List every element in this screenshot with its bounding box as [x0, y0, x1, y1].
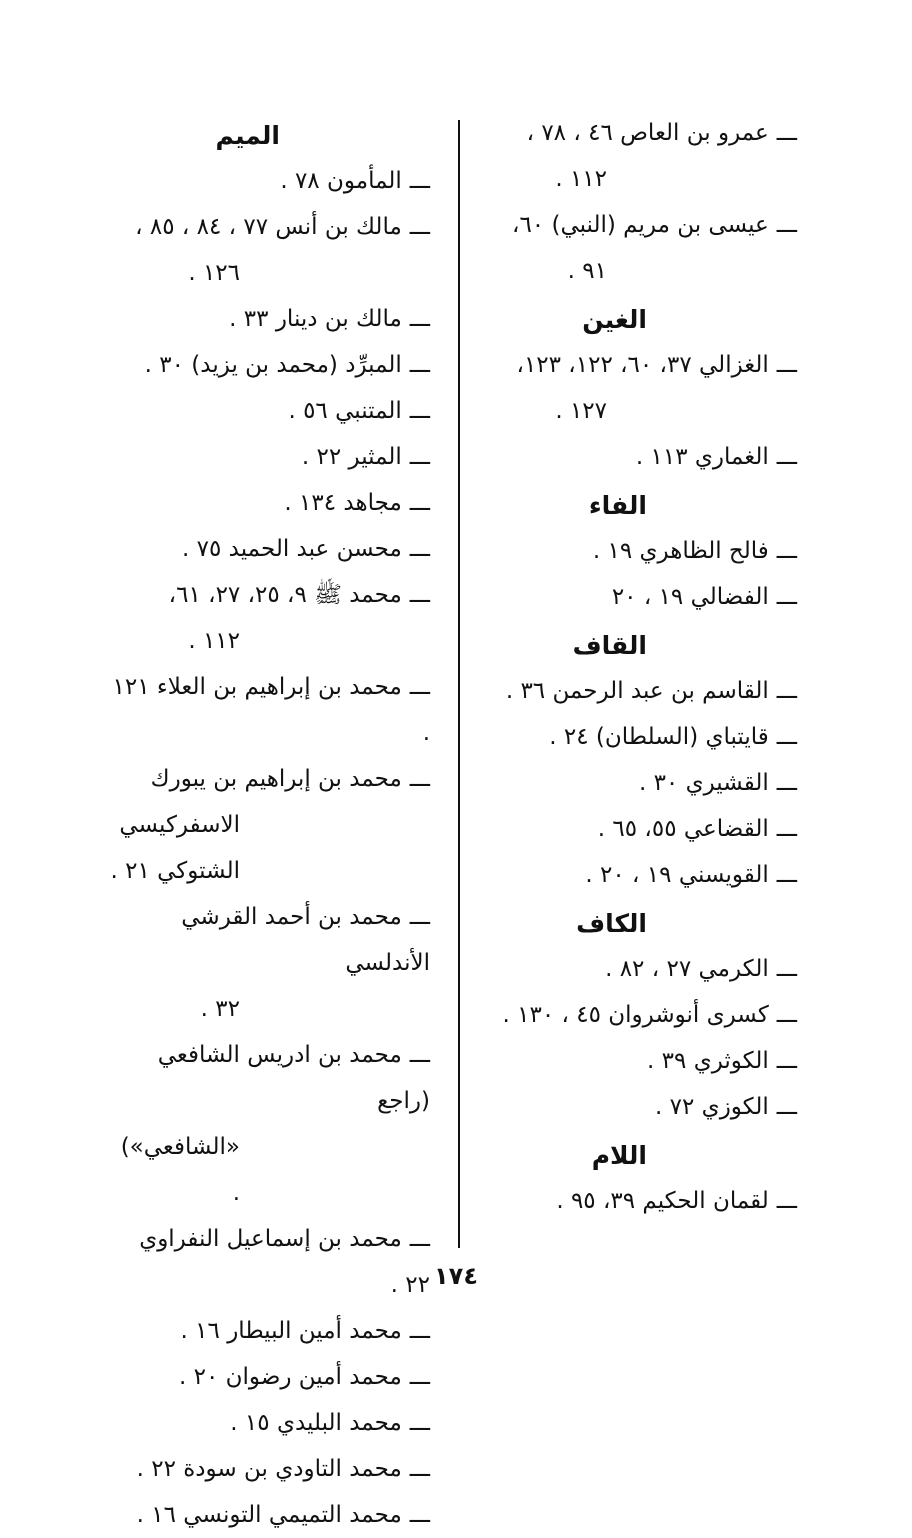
- entry-text: المأمون ٧٨ .: [280, 168, 402, 194]
- index-entry: [457, 946, 797, 992]
- entry-dash: ـــ: [776, 1094, 797, 1120]
- entry-text: كسرى أنوشروان ٤٥ ، ١٣٠ .: [502, 1002, 769, 1028]
- entry-text: المبرِّد (محمد بن يزيد) ٣٠ .: [144, 352, 402, 378]
- entry-text: المتنبي ٥٦ .: [288, 398, 402, 424]
- entry-dash: ـــ: [776, 956, 797, 982]
- section-fa-entries: [457, 528, 797, 620]
- entry-text: القشيري ٣٠ .: [638, 770, 769, 796]
- index-entry: [110, 572, 430, 618]
- index-entry: [110, 1354, 430, 1400]
- entry-dash: ـــ: [409, 490, 430, 516]
- section-kaf-entries: [457, 946, 797, 1130]
- index-entry: [457, 574, 797, 620]
- entry-text: عمرو بن العاص ٤٦ ، ٧٨ ،: [526, 120, 769, 146]
- index-entry: [457, 714, 797, 760]
- entry-continuation: ٩١ .: [567, 258, 607, 284]
- index-entry: [457, 806, 797, 852]
- index-entry: [110, 480, 430, 526]
- index-entry: [457, 434, 797, 480]
- section-heading-ghain: الغين: [582, 305, 647, 334]
- index-entry: [457, 528, 797, 574]
- entry-text: فالح الظاهري ١٩ .: [592, 538, 769, 564]
- entry-continuation: ٣٢ .: [200, 996, 240, 1022]
- index-entry: [457, 202, 797, 248]
- entry-dash: ـــ: [409, 168, 430, 194]
- entry-dash: ـــ: [776, 678, 797, 704]
- index-entry: [110, 158, 430, 204]
- entry-dash: ـــ: [409, 582, 430, 608]
- entry-dash: ـــ: [776, 816, 797, 842]
- entry-dash: ـــ: [776, 212, 797, 238]
- index-entry: [110, 342, 430, 388]
- entry-text: محمد بن إبراهيم بن العلاء ١٢١ .: [112, 674, 430, 746]
- index-entry: [110, 1400, 430, 1446]
- entry-continuation: ١١٢ .: [555, 166, 607, 192]
- entry-dash: ـــ: [409, 904, 430, 930]
- entry-dash: ـــ: [776, 1048, 797, 1074]
- entry-text: قايتباي (السلطان) ٢٤ .: [549, 724, 769, 750]
- entry-text: القويسني ١٩ ، ٢٠ .: [585, 862, 769, 888]
- entry-text: محمد بن إبراهيم بن يبورك: [150, 766, 402, 792]
- entry-dash: ـــ: [409, 1410, 430, 1436]
- entry-dash: ـــ: [409, 1502, 430, 1528]
- entry-continuation: ١١٢ .: [188, 628, 240, 654]
- index-entry: [110, 1308, 430, 1354]
- index-entry: [457, 760, 797, 806]
- entry-text: محسن عبد الحميد ٧٥ .: [182, 536, 402, 562]
- entry-text: مالك بن أنس ٧٧ ، ٨٤ ، ٨٥ ،: [135, 214, 402, 240]
- entry-dash: ـــ: [776, 120, 797, 146]
- entry-text: محمد ﷺ ٩، ٢٥، ٢٧، ٦١،: [168, 582, 402, 608]
- section-qaf-entries: [457, 668, 797, 898]
- section-lam-entries: [457, 1178, 797, 1224]
- entry-dash: ـــ: [776, 770, 797, 796]
- entry-dash: ـــ: [776, 724, 797, 750]
- section-ghain-entries: [457, 342, 797, 480]
- entry-text: محمد بن أحمد القرشي الأندلسي: [181, 904, 430, 976]
- entry-continuation: ١٢٧ .: [555, 398, 607, 424]
- entry-text: الكوزي ٧٢ .: [655, 1094, 769, 1120]
- index-entry: [457, 1178, 797, 1224]
- entry-dash: ـــ: [409, 1318, 430, 1344]
- entry-dash: ـــ: [776, 352, 797, 378]
- index-entry: [110, 894, 430, 986]
- section-heading-kaf: الكاف: [576, 909, 647, 938]
- entry-text: المثير ٢٢ .: [301, 444, 402, 470]
- entry-continuation: ١٢٦ .: [188, 260, 240, 286]
- index-entry: [110, 1492, 430, 1538]
- index-entry: [110, 388, 430, 434]
- entry-dash: ـــ: [409, 1226, 430, 1252]
- entry-text: الغزالي ٣٧، ٦٠، ١٢٢، ١٢٣،: [516, 352, 769, 378]
- entry-dash: ـــ: [776, 1002, 797, 1028]
- entry-dash: ـــ: [409, 674, 430, 700]
- entry-text: محمد البليدي ١٥ .: [230, 1410, 402, 1436]
- entry-text: القضاعي ٥٥، ٦٥ .: [597, 816, 769, 842]
- section-heading-mim: الميم: [215, 121, 280, 150]
- entry-continuation: الاسفركيسي الشتوكي ٢١ .: [110, 812, 240, 884]
- entry-text: الكوثري ٣٩ .: [647, 1048, 769, 1074]
- index-entry: [457, 852, 797, 898]
- entry-dash: ـــ: [409, 1042, 430, 1068]
- section-mim-entries: [110, 158, 430, 1538]
- page-number: ١٧٤: [434, 1262, 478, 1290]
- entry-text: الغماري ١١٣ .: [635, 444, 769, 470]
- entry-dash: ـــ: [776, 584, 797, 610]
- entry-dash: ـــ: [409, 1456, 430, 1482]
- entry-dash: ـــ: [776, 538, 797, 564]
- entry-text: محمد التاودي بن سودة ٢٢ .: [136, 1456, 402, 1482]
- index-entry: [110, 1446, 430, 1492]
- entry-text: القاسم بن عبد الرحمن ٣٦ .: [505, 678, 769, 704]
- entry-dash: ـــ: [409, 214, 430, 240]
- index-entry: [457, 1084, 797, 1130]
- entry-dash: ـــ: [776, 1188, 797, 1214]
- entry-dash: ـــ: [409, 1364, 430, 1390]
- index-entry: [457, 342, 797, 388]
- entry-text: محمد بن إسماعيل النفراوي ٢٢ .: [139, 1226, 430, 1298]
- entry-text: الفضالي ١٩ ، ٢٠: [611, 584, 769, 610]
- index-entry: [457, 110, 797, 156]
- entry-dash: ـــ: [409, 398, 430, 424]
- index-entry: [110, 664, 430, 756]
- index-entry: [457, 1038, 797, 1084]
- entry-dash: ـــ: [776, 444, 797, 470]
- index-entry: [457, 668, 797, 714]
- entry-continuation: «الشافعي») .: [120, 1134, 240, 1206]
- entry-text: لقمان الحكيم ٣٩، ٩٥ .: [556, 1188, 769, 1214]
- entry-text: محمد أمين البيطار ١٦ .: [180, 1318, 402, 1344]
- index-entry: [110, 434, 430, 480]
- index-entry: [110, 296, 430, 342]
- index-entry: [457, 992, 797, 1038]
- entry-text: مالك بن دينار ٣٣ .: [229, 306, 402, 332]
- entry-text: محمد التميمي التونسي ١٦ .: [136, 1502, 402, 1528]
- left-column: [110, 110, 430, 1538]
- entry-dash: ـــ: [409, 766, 430, 792]
- right-column: [457, 110, 797, 1224]
- entry-text: محمد أمين رضوان ٢٠ .: [179, 1364, 402, 1390]
- index-entry: [110, 1032, 430, 1124]
- index-entry: [110, 756, 430, 802]
- section-heading-qaf: القاف: [572, 631, 647, 660]
- entry-dash: ـــ: [409, 352, 430, 378]
- entry-dash: ـــ: [409, 536, 430, 562]
- entries-continued: [457, 110, 797, 294]
- index-entry: [110, 526, 430, 572]
- entry-text: الكرمي ٢٧ ، ٨٢ .: [605, 956, 769, 982]
- section-heading-lam: اللام: [591, 1141, 647, 1170]
- section-heading-fa: الفاء: [588, 491, 647, 520]
- entry-text: عيسى بن مريم (النبي) ٦٠،: [512, 212, 769, 238]
- entry-dash: ـــ: [776, 862, 797, 888]
- entry-dash: ـــ: [409, 306, 430, 332]
- entry-text: محمد بن ادريس الشافعي (راجع: [157, 1042, 430, 1114]
- entry-text: مجاهد ١٣٤ .: [284, 490, 402, 516]
- entry-dash: ـــ: [409, 444, 430, 470]
- index-entry: [110, 204, 430, 250]
